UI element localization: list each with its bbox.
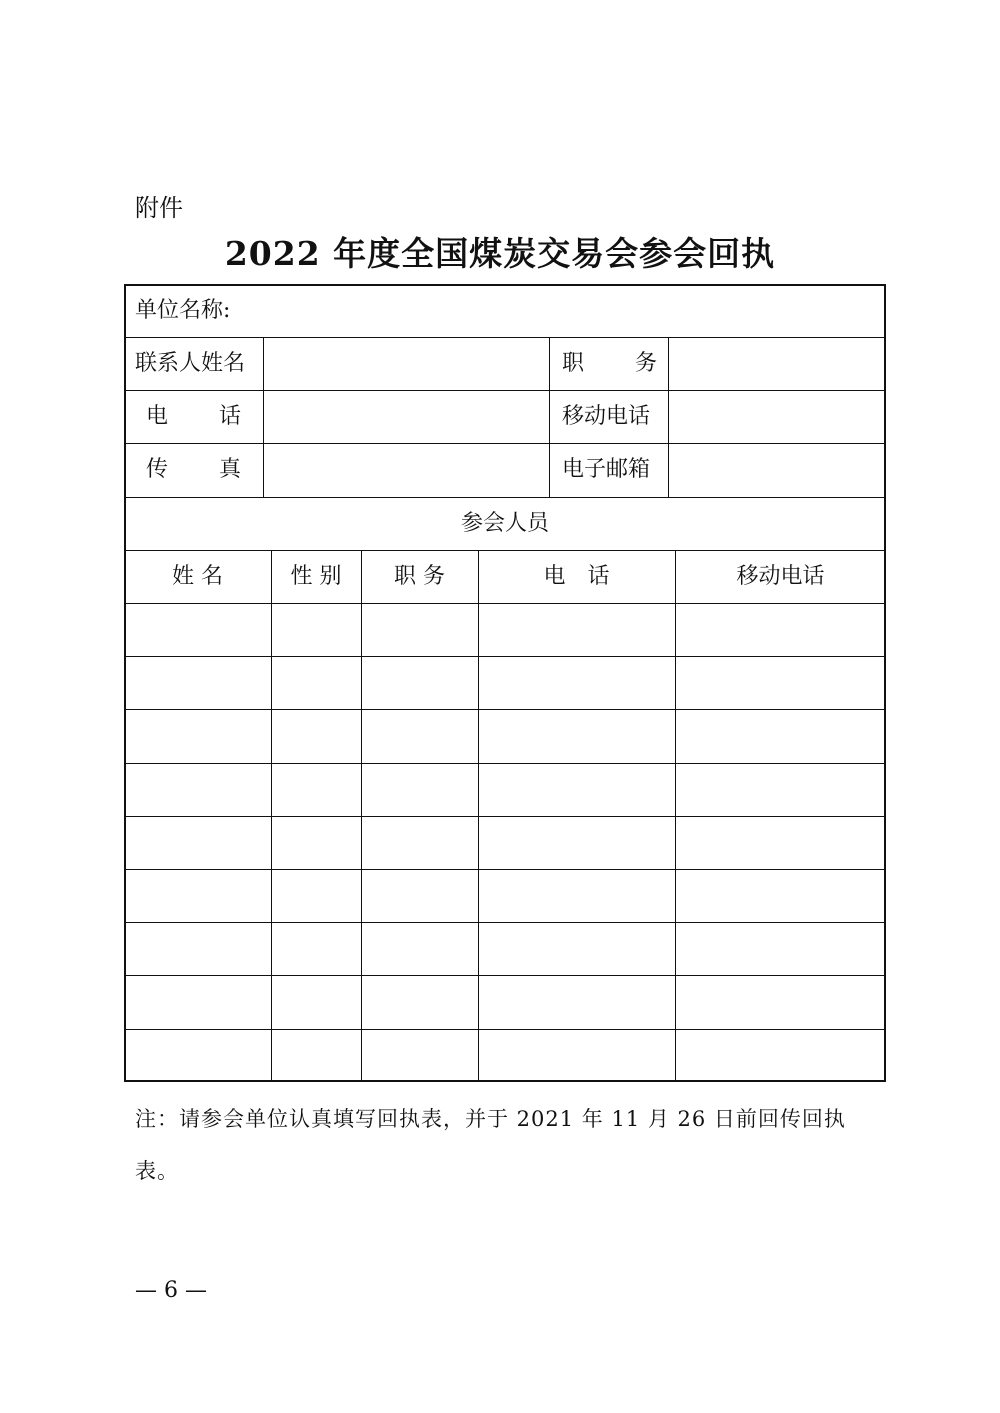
- column-header-phone: 电 话: [543, 564, 610, 589]
- position-label-char: 务: [634, 351, 657, 376]
- position-label-char: 职: [562, 351, 585, 376]
- column-header-mobile: 移动电话: [736, 564, 825, 589]
- row-divider: [124, 816, 886, 817]
- row-divider: [124, 763, 886, 764]
- page-title: 2022 年度全国煤炭交易会参会回执: [224, 234, 776, 273]
- fax-label-char: 传: [146, 457, 169, 482]
- row-divider: [124, 656, 886, 657]
- row-divider: [124, 709, 886, 710]
- email-label: 电子邮箱: [562, 457, 651, 482]
- note-text: 注：请参会单位认真填写回执表，并于 2021 年 11 月 26 日前回传回执表。: [135, 1107, 846, 1183]
- col-divider: [668, 337, 669, 497]
- mobile-label: 移动电话: [562, 404, 651, 429]
- row-divider: [124, 869, 886, 870]
- row-divider: [124, 922, 886, 923]
- fax-label: [146, 459, 241, 481]
- col-divider: [361, 550, 362, 1082]
- column-header-position: 职 务: [394, 564, 445, 589]
- fax-label-char: 真: [218, 457, 241, 482]
- row-divider: [124, 337, 886, 338]
- row-divider: [124, 975, 886, 976]
- phone-label-char: 电: [146, 404, 169, 429]
- row-divider: [124, 1029, 886, 1030]
- row-divider: [124, 497, 886, 498]
- attendees-header: 参会人员: [460, 511, 549, 536]
- column-header-name: 姓 名: [172, 564, 223, 589]
- phone-label: [146, 406, 241, 428]
- attachment-label: 附件: [135, 194, 183, 222]
- col-divider: [271, 550, 272, 1082]
- contact-name-label: 联系人姓名: [135, 351, 246, 376]
- row-divider: [124, 603, 886, 604]
- row-divider: [124, 443, 886, 444]
- col-divider: [478, 550, 479, 1082]
- column-header-gender: 性 别: [290, 564, 342, 589]
- col-divider: [675, 550, 676, 1082]
- phone-label-char: 话: [218, 404, 241, 429]
- col-divider: [263, 337, 264, 497]
- row-divider: [124, 390, 886, 391]
- page-number: — 6 —: [135, 1278, 207, 1303]
- position-label: [562, 353, 657, 375]
- col-divider: [549, 337, 550, 497]
- unit-name-label: 单位名称:: [135, 298, 231, 323]
- row-divider: [124, 550, 886, 551]
